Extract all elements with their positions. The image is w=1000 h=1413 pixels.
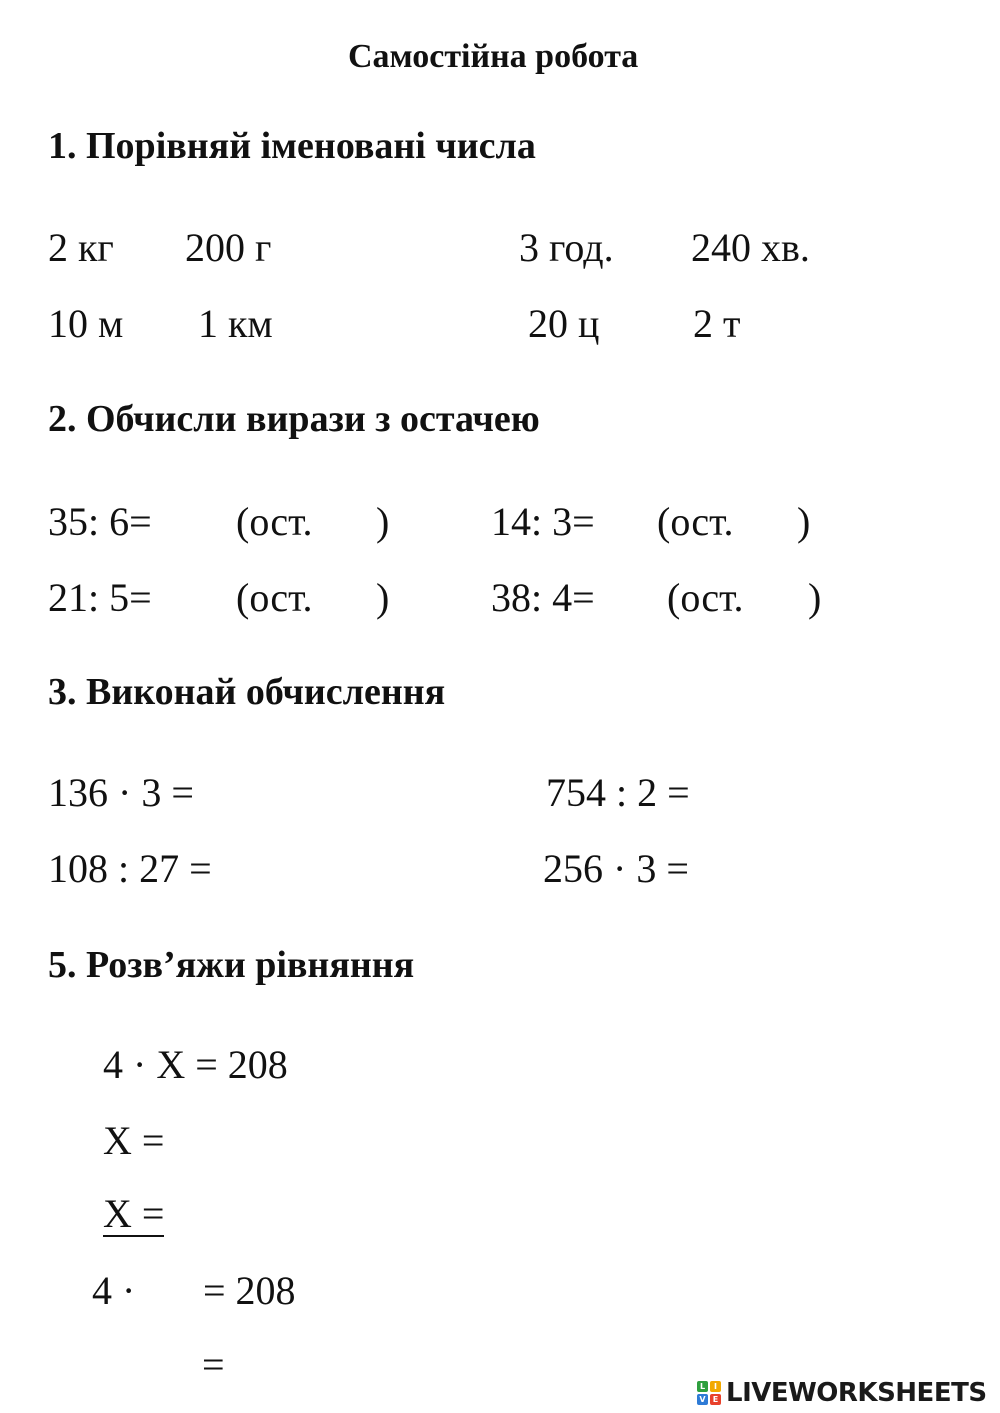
task1-r2-b: 1 км (198, 301, 273, 346)
task2-r2-rem1-close: ) (376, 575, 390, 620)
logo-tile-2: I (710, 1381, 721, 1392)
logo-tile-3: V (697, 1394, 708, 1405)
task2-r2-expr2: 38: 4= (491, 575, 595, 620)
task2-r1-expr1: 35: 6= (48, 499, 152, 544)
equation-line-1: 4 · X = 208 (103, 1042, 288, 1087)
task2-r1-rem2-open: (ост. (657, 499, 734, 544)
task2-r1-rem2-close: ) (797, 499, 811, 544)
task1-r1-a: 2 кг (48, 225, 114, 270)
task2-r2-rem1-open: (ост. (236, 575, 313, 620)
task3-heading: 3. Виконай обчислення (48, 671, 446, 713)
task2-r1-rem1-close: ) (376, 499, 390, 544)
task1-r1-d: 240 хв. (691, 225, 810, 270)
check-line-right: = 208 (203, 1268, 296, 1313)
task3-r2-right: 256 · 3 = (543, 846, 689, 891)
task2-r2-rem2-close: ) (808, 575, 822, 620)
logo-icon (697, 1381, 721, 1405)
task3-r1-left: 136 · 3 = (48, 770, 194, 815)
check-line-result: = (202, 1342, 225, 1387)
check-line-left: 4 · (92, 1268, 136, 1313)
task2-r2-rem2-open: (ост. (667, 575, 744, 620)
logo-tile-4: E (710, 1394, 721, 1405)
task2-r1-expr2: 14: 3= (491, 499, 595, 544)
task1-r1-b: 200 г (185, 225, 272, 270)
equation-line-3: X = (103, 1191, 165, 1236)
liveworksheets-logo (697, 1378, 987, 1408)
task2-heading: 2. Обчисли вирази з остачею (48, 398, 540, 440)
task1-r2-c: 20 ц (528, 301, 600, 346)
logo-text: LIVEWORKSHEETS (726, 1378, 987, 1408)
task2-r2-expr1: 21: 5= (48, 575, 152, 620)
logo-tile-1: L (697, 1381, 708, 1392)
equation-line-2: X = (103, 1118, 165, 1163)
task5-heading: 5. Розв’яжи рівняння (48, 944, 415, 986)
task2-r1-rem1-open: (ост. (236, 499, 313, 544)
task1-r2-d: 2 т (693, 301, 741, 346)
page-title: Самостійна робота (348, 38, 639, 75)
task1-r1-c: 3 год. (519, 225, 614, 270)
task1-r2-a: 10 м (48, 301, 124, 346)
task3-r2-left: 108 : 27 = (48, 846, 212, 891)
task3-r1-right: 754 : 2 = (546, 770, 690, 815)
task1-heading: 1. Порівняй іменовані числа (48, 125, 536, 167)
